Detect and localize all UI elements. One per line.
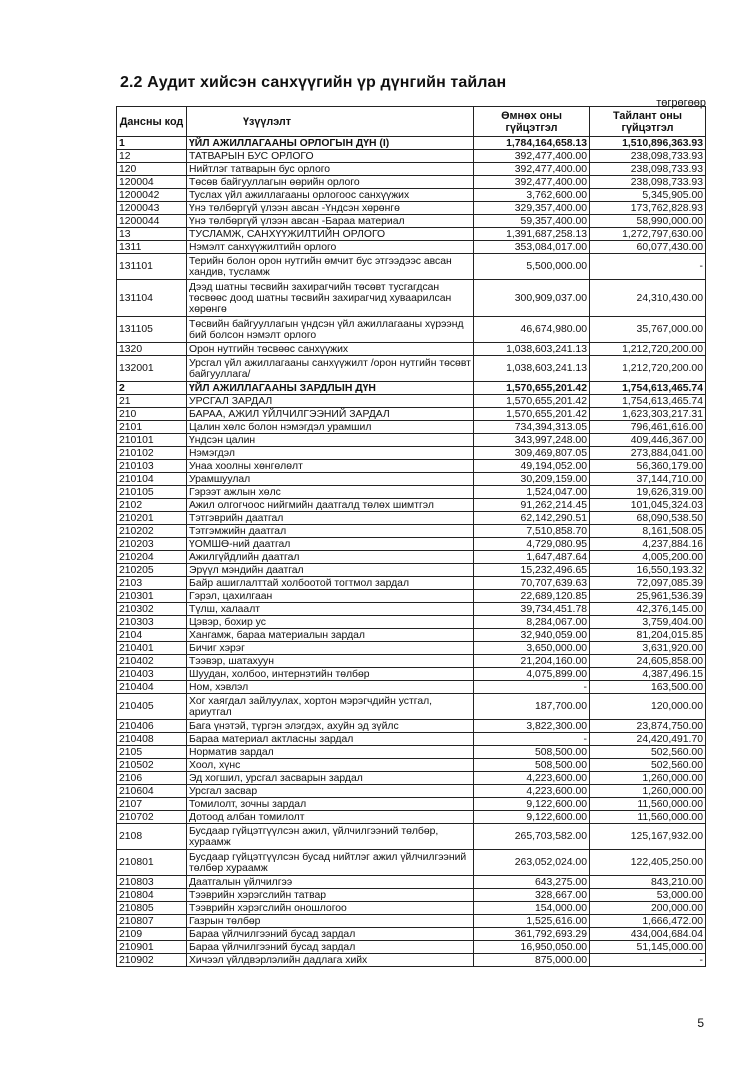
current-year-cell: 58,990,000.00 <box>590 215 706 228</box>
current-year-cell: 122,405,250.00 <box>590 850 706 876</box>
account-code-cell: 210203 <box>117 538 187 551</box>
indicator-cell: ҮОМШӨ-ний даатгал <box>187 538 474 551</box>
account-code-cell: 210804 <box>117 889 187 902</box>
current-year-cell: 24,605,858.00 <box>590 655 706 668</box>
indicator-cell: Нэмэлт санхүүжилтийн орлого <box>187 241 474 254</box>
indicator-cell: Терийн болон орон нутгийн өмчит бус этгээдээс авсан хандив, тусламж <box>187 254 474 280</box>
previous-year-cell: 361,792,693.29 <box>474 928 590 941</box>
table-row <box>117 655 706 668</box>
previous-year-cell: 392,477,400.00 <box>474 176 590 189</box>
current-year-cell: 35,767,000.00 <box>590 317 706 343</box>
current-year-cell: 843,210.00 <box>590 876 706 889</box>
table-row <box>117 772 706 785</box>
account-code-cell: 12 <box>117 150 187 163</box>
current-year-cell: 1,272,797,630.00 <box>590 228 706 241</box>
account-code-cell: 210805 <box>117 902 187 915</box>
account-code-cell: 210801 <box>117 850 187 876</box>
table-row <box>117 902 706 915</box>
previous-year-cell: 263,052,024.00 <box>474 850 590 876</box>
table-body <box>117 137 706 967</box>
previous-year-cell: 1,647,487.64 <box>474 551 590 564</box>
indicator-cell: Тээвэр, шатахуун <box>187 655 474 668</box>
indicator-cell: Цалин хөлс болон нэмэгдэл урамшил <box>187 421 474 434</box>
indicator-cell: Орон нутгийн төсвөөс санхүүжих <box>187 343 474 356</box>
previous-year-cell: 1,391,687,258.13 <box>474 228 590 241</box>
current-year-cell: 238,098,733.93 <box>590 150 706 163</box>
table-row <box>117 499 706 512</box>
previous-year-cell: 1,038,603,241.13 <box>474 343 590 356</box>
account-code-cell: 210202 <box>117 525 187 538</box>
table-row <box>117 525 706 538</box>
previous-year-cell: 46,674,980.00 <box>474 317 590 343</box>
account-code-cell: 120 <box>117 163 187 176</box>
previous-year-cell: 300,909,037.00 <box>474 280 590 317</box>
indicator-cell: Газрын төлбөр <box>187 915 474 928</box>
account-code-cell: 2109 <box>117 928 187 941</box>
indicator-cell: Туслах үйл ажиллагааны орлогоос санхүүжих <box>187 189 474 202</box>
account-code-cell: 2101 <box>117 421 187 434</box>
table-row <box>117 254 706 280</box>
table-row <box>117 447 706 460</box>
account-code-cell: 13 <box>117 228 187 241</box>
indicator-cell: Ажилгүйдлийн даатгал <box>187 551 474 564</box>
previous-year-cell: 70,707,639.63 <box>474 577 590 590</box>
indicator-cell: Урсгал засвар <box>187 785 474 798</box>
account-code-cell: 210201 <box>117 512 187 525</box>
current-year-cell: 200,000.00 <box>590 902 706 915</box>
indicator-cell: Түлш, халаалт <box>187 603 474 616</box>
indicator-cell: Бараа материал актласны зардал <box>187 733 474 746</box>
indicator-cell: Гэрээт ажлын хөлс <box>187 486 474 499</box>
table-row <box>117 343 706 356</box>
current-year-cell: 25,961,536.39 <box>590 590 706 603</box>
previous-year-cell: 508,500.00 <box>474 759 590 772</box>
previous-year-cell: 9,122,600.00 <box>474 811 590 824</box>
previous-year-cell: 392,477,400.00 <box>474 150 590 163</box>
indicator-cell: Бага үнэтэй, түргэн элэгдэх, ахуйн эд зүйлс <box>187 720 474 733</box>
current-year-cell: 51,145,000.00 <box>590 941 706 954</box>
table-row <box>117 189 706 202</box>
table-row <box>117 137 706 150</box>
current-year-cell: 4,005,200.00 <box>590 551 706 564</box>
table-row <box>117 811 706 824</box>
current-year-cell: 42,376,145.00 <box>590 603 706 616</box>
previous-year-cell: 343,997,248.00 <box>474 434 590 447</box>
indicator-cell: Бусдаар гүйцэтгүүлсэн ажил, үйлчилгээний төлбөр, хураамж <box>187 824 474 850</box>
table-row <box>117 915 706 928</box>
table-row <box>117 824 706 850</box>
indicator-cell: Унаа хоолны хөнгөлөлт <box>187 460 474 473</box>
previous-year-cell: 4,223,600.00 <box>474 772 590 785</box>
table-row <box>117 941 706 954</box>
account-code-cell: 131105 <box>117 317 187 343</box>
previous-year-cell: 4,075,899.00 <box>474 668 590 681</box>
indicator-cell: Тэтгэврийн даатгал <box>187 512 474 525</box>
indicator-cell: Хангамж, бараа материалын зардал <box>187 629 474 642</box>
indicator-cell: Дээд шатны төсвийн захирагчийн төсөвт тусгагдсан төсвөөс доод шатны төсвийн захирагчид хуваарилсан хөрөнгө <box>187 280 474 317</box>
header-indicator: Үзүүлэлт <box>187 107 474 137</box>
current-year-cell: 1,260,000.00 <box>590 785 706 798</box>
current-year-cell: 125,167,932.00 <box>590 824 706 850</box>
previous-year-cell: 9,122,600.00 <box>474 798 590 811</box>
table-row <box>117 681 706 694</box>
current-year-cell: 23,874,750.00 <box>590 720 706 733</box>
account-code-cell: 131104 <box>117 280 187 317</box>
table-row <box>117 564 706 577</box>
current-year-cell: - <box>590 954 706 967</box>
current-year-cell: 1,754,613,465.74 <box>590 382 706 395</box>
previous-year-cell: 1,784,164,658.13 <box>474 137 590 150</box>
indicator-cell: Үнэ төлбөргүй үлээн авсан -Үндсэн хөрөнгө <box>187 202 474 215</box>
previous-year-cell: 187,700.00 <box>474 694 590 720</box>
current-year-cell: 56,360,179.00 <box>590 460 706 473</box>
indicator-cell: Хог хаягдал зайлуулах, хортон мэрэгчдийн устгал, ариутгал <box>187 694 474 720</box>
account-code-cell: 210408 <box>117 733 187 746</box>
table-row <box>117 850 706 876</box>
current-year-cell: 409,446,367.00 <box>590 434 706 447</box>
table-row <box>117 759 706 772</box>
table-row <box>117 460 706 473</box>
previous-year-cell: 265,703,582.00 <box>474 824 590 850</box>
previous-year-cell: 4,729,080.95 <box>474 538 590 551</box>
table-row <box>117 280 706 317</box>
previous-year-cell: 22,689,120.85 <box>474 590 590 603</box>
account-code-cell: 210 <box>117 408 187 421</box>
current-year-cell: 81,204,015.85 <box>590 629 706 642</box>
table-row <box>117 241 706 254</box>
previous-year-cell: 643,275.00 <box>474 876 590 889</box>
previous-year-cell: 8,284,067.00 <box>474 616 590 629</box>
indicator-cell: Тээврийн хэрэгслийн татвар <box>187 889 474 902</box>
current-year-cell: 19,626,319.00 <box>590 486 706 499</box>
current-year-cell: 1,754,613,465.74 <box>590 395 706 408</box>
previous-year-cell: 508,500.00 <box>474 746 590 759</box>
account-code-cell: 210104 <box>117 473 187 486</box>
indicator-cell: Төсвийн байгууллагын үндсэн үйл ажиллагааны хүрээнд бий болсон нэмэлт орлого <box>187 317 474 343</box>
account-code-cell: 1200043 <box>117 202 187 215</box>
current-year-cell: 1,260,000.00 <box>590 772 706 785</box>
indicator-cell: Бараа үйлчилгээний бусад зардал <box>187 941 474 954</box>
previous-year-cell: 16,950,050.00 <box>474 941 590 954</box>
current-year-cell: 163,500.00 <box>590 681 706 694</box>
account-code-cell: 1200042 <box>117 189 187 202</box>
previous-year-cell: 329,357,400.00 <box>474 202 590 215</box>
table-row <box>117 642 706 655</box>
previous-year-cell: 1,570,655,201.42 <box>474 408 590 421</box>
indicator-cell: Норматив зардал <box>187 746 474 759</box>
table-row <box>117 512 706 525</box>
previous-year-cell: 3,762,600.00 <box>474 189 590 202</box>
account-code-cell: 210406 <box>117 720 187 733</box>
current-year-cell: 24,310,430.00 <box>590 280 706 317</box>
current-year-cell: 68,090,538.50 <box>590 512 706 525</box>
previous-year-cell: 1,524,047.00 <box>474 486 590 499</box>
page-number: 5 <box>697 1016 704 1030</box>
account-code-cell: 210401 <box>117 642 187 655</box>
header-account-code: Дансны код <box>117 107 187 137</box>
indicator-cell: Үнэ төлбөргүй үлээн авсан -Бараа материал <box>187 215 474 228</box>
indicator-cell: Төсөв байгууллагын өөрийн орлого <box>187 176 474 189</box>
previous-year-cell: - <box>474 733 590 746</box>
previous-year-cell: 39,734,451.78 <box>474 603 590 616</box>
indicator-cell: Ажил олгогчоос нийгмийн даатгалд төлөх шимтгэл <box>187 499 474 512</box>
current-year-cell: 1,623,303,217.31 <box>590 408 706 421</box>
previous-year-cell: 309,469,807.05 <box>474 447 590 460</box>
previous-year-cell: 21,204,160.00 <box>474 655 590 668</box>
table-row <box>117 668 706 681</box>
table-row <box>117 382 706 395</box>
indicator-cell: Ном, хэвлэл <box>187 681 474 694</box>
account-code-cell: 210301 <box>117 590 187 603</box>
account-code-cell: 2102 <box>117 499 187 512</box>
previous-year-cell: 49,194,052.00 <box>474 460 590 473</box>
current-year-cell: 37,144,710.00 <box>590 473 706 486</box>
previous-year-cell: 875,000.00 <box>474 954 590 967</box>
account-code-cell: 2108 <box>117 824 187 850</box>
account-code-cell: 210403 <box>117 668 187 681</box>
previous-year-cell: 392,477,400.00 <box>474 163 590 176</box>
table-row <box>117 538 706 551</box>
current-year-cell: 16,550,193.32 <box>590 564 706 577</box>
table-row <box>117 434 706 447</box>
account-code-cell: 1 <box>117 137 187 150</box>
indicator-cell: Даатгалын үйлчилгээ <box>187 876 474 889</box>
account-code-cell: 2104 <box>117 629 187 642</box>
current-year-cell: - <box>590 254 706 280</box>
indicator-cell: Хичээл үйлдвэрлэлийн дадлага хийх <box>187 954 474 967</box>
previous-year-cell: 734,394,313.05 <box>474 421 590 434</box>
current-year-cell: 60,077,430.00 <box>590 241 706 254</box>
table-row <box>117 176 706 189</box>
current-year-cell: 502,560.00 <box>590 746 706 759</box>
current-year-cell: 120,000.00 <box>590 694 706 720</box>
table-row <box>117 629 706 642</box>
current-year-cell: 4,387,496.15 <box>590 668 706 681</box>
indicator-cell: ҮЙЛ АЖИЛЛАГААНЫ ОРЛОГЫН ДҮН (I) <box>187 137 474 150</box>
account-code-cell: 210402 <box>117 655 187 668</box>
current-year-cell: 4,237,884.16 <box>590 538 706 551</box>
current-year-cell: 11,560,000.00 <box>590 798 706 811</box>
previous-year-cell: 7,510,858.70 <box>474 525 590 538</box>
previous-year-cell: 91,262,214.45 <box>474 499 590 512</box>
table-row <box>117 694 706 720</box>
indicator-cell: Тэтгэмжийн даатгал <box>187 525 474 538</box>
account-code-cell: 210404 <box>117 681 187 694</box>
table-row <box>117 876 706 889</box>
table-row <box>117 551 706 564</box>
account-code-cell: 210102 <box>117 447 187 460</box>
table-row <box>117 733 706 746</box>
table-row <box>117 785 706 798</box>
account-code-cell: 210105 <box>117 486 187 499</box>
account-code-cell: 210302 <box>117 603 187 616</box>
indicator-cell: ҮЙЛ АЖИЛЛАГААНЫ ЗАРДЛЫН ДҮН <box>187 382 474 395</box>
account-code-cell: 210807 <box>117 915 187 928</box>
indicator-cell: БАРАА, АЖИЛ ҮЙЛЧИЛГЭЭНИЙ ЗАРДАЛ <box>187 408 474 421</box>
account-code-cell: 1320 <box>117 343 187 356</box>
table-row <box>117 798 706 811</box>
table-row <box>117 150 706 163</box>
account-code-cell: 210103 <box>117 460 187 473</box>
account-code-cell: 210405 <box>117 694 187 720</box>
account-code-cell: 132001 <box>117 356 187 382</box>
account-code-cell: 1311 <box>117 241 187 254</box>
header-current-year: Тайлант оны гүйцэтгэл <box>590 107 706 137</box>
previous-year-cell: 1,570,655,201.42 <box>474 395 590 408</box>
previous-year-cell: 328,667.00 <box>474 889 590 902</box>
indicator-cell: ТУСЛАМЖ, САНХҮҮЖИЛТИЙН ОРЛОГО <box>187 228 474 241</box>
indicator-cell: Гэрэл, цахилгаан <box>187 590 474 603</box>
current-year-cell: 11,560,000.00 <box>590 811 706 824</box>
table-row <box>117 408 706 421</box>
indicator-cell: ТАТВАРЫН БУС ОРЛОГО <box>187 150 474 163</box>
table-row <box>117 215 706 228</box>
indicator-cell: Томилолт, зочны зардал <box>187 798 474 811</box>
indicator-cell: Тээврийн хэрэгслийн оношлогоо <box>187 902 474 915</box>
account-code-cell: 210803 <box>117 876 187 889</box>
account-code-cell: 210101 <box>117 434 187 447</box>
previous-year-cell: - <box>474 681 590 694</box>
indicator-cell: Эд хогшил, урсгал засварын зардал <box>187 772 474 785</box>
table-row <box>117 720 706 733</box>
indicator-cell: Бичиг хэрэг <box>187 642 474 655</box>
account-code-cell: 210604 <box>117 785 187 798</box>
previous-year-cell: 3,822,300.00 <box>474 720 590 733</box>
account-code-cell: 2107 <box>117 798 187 811</box>
table-row <box>117 590 706 603</box>
current-year-cell: 434,004,684.04 <box>590 928 706 941</box>
current-year-cell: 8,161,508.05 <box>590 525 706 538</box>
current-year-cell: 238,098,733.93 <box>590 176 706 189</box>
indicator-cell: УРСГАЛ ЗАРДАЛ <box>187 395 474 408</box>
current-year-cell: 5,345,905.00 <box>590 189 706 202</box>
current-year-cell: 1,666,472.00 <box>590 915 706 928</box>
table-row <box>117 746 706 759</box>
table-row <box>117 317 706 343</box>
table-row <box>117 928 706 941</box>
current-year-cell: 3,759,404.00 <box>590 616 706 629</box>
current-year-cell: 273,884,041.00 <box>590 447 706 460</box>
previous-year-cell: 62,142,290.51 <box>474 512 590 525</box>
indicator-cell: Эрүүл мэндийн даатгал <box>187 564 474 577</box>
account-code-cell: 21 <box>117 395 187 408</box>
table-header-row <box>117 107 706 137</box>
table-row <box>117 228 706 241</box>
table-row <box>117 163 706 176</box>
indicator-cell: Урсгал үйл ажиллагааны санхүүжилт /орон нутгийн төсөвт байгууллага/ <box>187 356 474 382</box>
previous-year-cell: 353,084,017.00 <box>474 241 590 254</box>
current-year-cell: 1,212,720,200.00 <box>590 356 706 382</box>
account-code-cell: 210502 <box>117 759 187 772</box>
previous-year-cell: 3,650,000.00 <box>474 642 590 655</box>
previous-year-cell: 32,940,059.00 <box>474 629 590 642</box>
table-row <box>117 889 706 902</box>
account-code-cell: 210702 <box>117 811 187 824</box>
account-code-cell: 210901 <box>117 941 187 954</box>
account-code-cell: 210204 <box>117 551 187 564</box>
table-row <box>117 486 706 499</box>
table-row <box>117 954 706 967</box>
indicator-cell: Бусдаар гүйцэтгүүлсэн бусад нийтлэг ажил үйлчилгээний төлбөр хураамж <box>187 850 474 876</box>
table-row <box>117 395 706 408</box>
account-code-cell: 1200044 <box>117 215 187 228</box>
indicator-cell: Нэмэгдэл <box>187 447 474 460</box>
table-row <box>117 421 706 434</box>
currency-unit: төгрөгөөр <box>656 97 706 109</box>
table-row <box>117 202 706 215</box>
account-code-cell: 2106 <box>117 772 187 785</box>
previous-year-cell: 15,232,496.65 <box>474 564 590 577</box>
indicator-cell: Дотоод албан томилолт <box>187 811 474 824</box>
account-code-cell: 210205 <box>117 564 187 577</box>
table-row <box>117 473 706 486</box>
indicator-cell: Нийтлэг татварын бус орлого <box>187 163 474 176</box>
indicator-cell: Шуудан, холбоо, интернэтийн төлбөр <box>187 668 474 681</box>
account-code-cell: 131101 <box>117 254 187 280</box>
indicator-cell: Үндсэн цалин <box>187 434 474 447</box>
previous-year-cell: 1,570,655,201.42 <box>474 382 590 395</box>
account-code-cell: 2 <box>117 382 187 395</box>
current-year-cell: 238,098,733.93 <box>590 163 706 176</box>
current-year-cell: 72,097,085.39 <box>590 577 706 590</box>
current-year-cell: 3,631,920.00 <box>590 642 706 655</box>
account-code-cell: 2103 <box>117 577 187 590</box>
header-previous-year: Өмнөх оны гүйцэтгэл <box>474 107 590 137</box>
income-statement-table <box>116 106 706 967</box>
previous-year-cell: 1,038,603,241.13 <box>474 356 590 382</box>
indicator-cell: Хоол, хүнс <box>187 759 474 772</box>
report-title: 2.2 Аудит хийсэн санхүүгийн үр дүнгийн тайлан <box>120 74 507 91</box>
current-year-cell: 24,420,491.70 <box>590 733 706 746</box>
account-code-cell: 210303 <box>117 616 187 629</box>
table-row <box>117 356 706 382</box>
current-year-cell: 101,045,324.03 <box>590 499 706 512</box>
previous-year-cell: 5,500,000.00 <box>474 254 590 280</box>
account-code-cell: 120004 <box>117 176 187 189</box>
indicator-cell: Байр ашиглалттай холбоотой тогтмол зардал <box>187 577 474 590</box>
table-row <box>117 616 706 629</box>
indicator-cell: Бараа үйлчилгээний бусад зардал <box>187 928 474 941</box>
previous-year-cell: 154,000.00 <box>474 902 590 915</box>
previous-year-cell: 30,209,159.00 <box>474 473 590 486</box>
account-code-cell: 210902 <box>117 954 187 967</box>
table-row <box>117 577 706 590</box>
previous-year-cell: 59,357,400.00 <box>474 215 590 228</box>
current-year-cell: 53,000.00 <box>590 889 706 902</box>
current-year-cell: 1,510,896,363.93 <box>590 137 706 150</box>
indicator-cell: Урамшуулал <box>187 473 474 486</box>
previous-year-cell: 1,525,616.00 <box>474 915 590 928</box>
current-year-cell: 502,560.00 <box>590 759 706 772</box>
previous-year-cell: 4,223,600.00 <box>474 785 590 798</box>
account-code-cell: 2105 <box>117 746 187 759</box>
indicator-cell: Цэвэр, бохир ус <box>187 616 474 629</box>
current-year-cell: 1,212,720,200.00 <box>590 343 706 356</box>
table-row <box>117 603 706 616</box>
current-year-cell: 173,762,828.93 <box>590 202 706 215</box>
current-year-cell: 796,461,616.00 <box>590 421 706 434</box>
